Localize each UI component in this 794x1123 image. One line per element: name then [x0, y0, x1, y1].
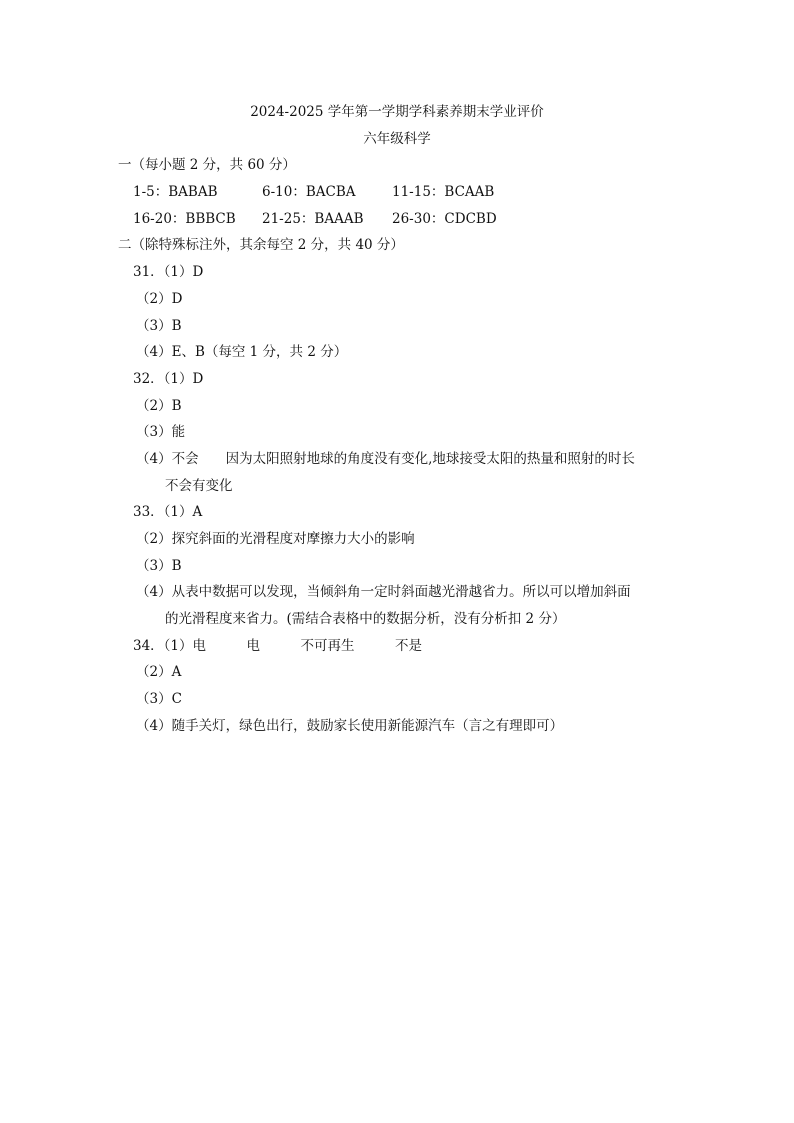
section1-heading: 一（每小题 2 分，共 60 分）	[118, 157, 296, 173]
answer-group: 1-5：BABAB	[133, 184, 218, 200]
question-33-part-4-continued: 的光滑程度来省力。(需结合表格中的数据分析，没有分析扣 2 分）	[165, 611, 566, 627]
question-34-part-3: （3）C	[136, 691, 182, 707]
question-33-part-4: （4）从表中数据可以发现，当倾斜角一定时斜面越光滑越省力。所以可以增加斜面	[136, 584, 631, 600]
section2-heading: 二（除特殊标注外，其余每空 2 分，共 40 分）	[118, 237, 404, 253]
question-32-part-4-continued: 不会有变化	[165, 478, 233, 494]
question-34-part-4: （4）随手关灯，绿色出行，鼓励家长使用新能源汽车（言之有理即可）	[136, 718, 564, 734]
page-subtitle: 六年级科学	[363, 131, 431, 147]
answer-group: 21-25：BAAAB	[262, 211, 364, 227]
question-33-part-1: 33．（1）A	[133, 504, 203, 520]
question-32-part-3: （3）能	[136, 424, 186, 440]
question-34-part-1: 34．（1）电 电 不可再生 不是	[133, 638, 423, 654]
question-32-part-1: 32．（1）D	[133, 371, 204, 387]
question-34-part-2: （2）A	[136, 664, 182, 680]
question-31-part-2: （2）D	[136, 291, 183, 307]
question-31-part-1: 31．（1）D	[133, 264, 204, 280]
question-31-part-3: （3）B	[136, 318, 182, 334]
answer-group: 11-15：BCAAB	[392, 184, 495, 200]
question-33-part-2: （2）探究斜面的光滑程度对摩擦力大小的影响	[136, 531, 415, 547]
question-31-part-4: （4）E、B（每空 1 分，共 2 分）	[136, 344, 348, 360]
question-32-part-2: （2）B	[136, 398, 182, 414]
page-title: 2024-2025 学年第一学期学科素养期末学业评价	[250, 104, 544, 120]
question-32-part-4: （4）不会 因为太阳照射地球的角度没有变化,地球接受太阳的热量和照射的时长	[136, 451, 635, 467]
answer-group: 16-20：BBBCB	[133, 211, 236, 227]
answer-group: 6-10：BACBA	[262, 184, 356, 200]
question-33-part-3: （3）B	[136, 558, 182, 574]
answer-group: 26-30：CDCBD	[392, 211, 497, 227]
